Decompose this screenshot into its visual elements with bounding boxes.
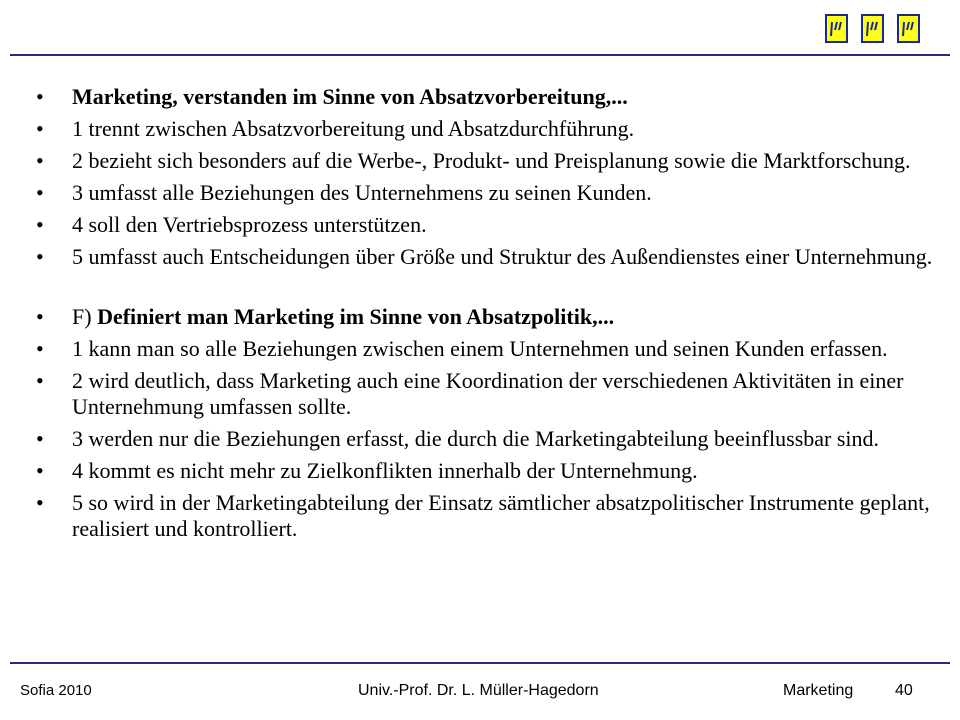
item-text: 2 wird deutlich, dass Marketing auch eine Koordination der verschiedenen Aktivitäten in einer Unternehmung umfassen sollte. — [72, 368, 904, 419]
heading-text: Definiert man Marketing im Sinne von Absatzpolitik,... — [97, 304, 615, 329]
list-item — [36, 426, 936, 452]
footer-course: Marketing — [783, 682, 854, 699]
list-item — [36, 458, 936, 484]
item-text: 5 umfasst auch Entscheidungen über Größe und Struktur des Außendienstes einer Unternehmung. — [72, 244, 933, 269]
item-text: 4 soll den Vertriebsprozess unterstützen. — [72, 212, 427, 237]
bullet-icon: • — [36, 148, 44, 173]
bullet-icon: • — [36, 212, 44, 237]
bullet-icon: • — [36, 116, 44, 141]
item-text: 2 bezieht sich besonders auf die Werbe-, Produkt- und Preisplanung sowie die Marktforschung. — [72, 148, 911, 173]
footer-location: Sofia 2010 — [20, 682, 92, 699]
item-text: 1 trennt zwischen Absatzvorbereitung und Absatzdurchführung. — [72, 116, 635, 141]
bullet-heading-1 — [36, 84, 936, 110]
top-divider — [10, 54, 950, 56]
list-item — [36, 336, 936, 362]
item-text: 3 werden nur die Beziehungen erfasst, die durch die Marketingabteilung beeinflussbar sind. — [72, 426, 880, 451]
logo-mark-icon — [825, 14, 848, 43]
list-item — [36, 148, 936, 174]
bullet-icon: • — [36, 426, 44, 451]
list-item — [36, 212, 936, 238]
item-text: 4 kommt es nicht mehr zu Zielkonflikten innerhalb der Unternehmung. — [72, 458, 698, 483]
bullet-icon: • — [36, 84, 44, 109]
logo-mark-icon — [861, 14, 884, 43]
university-logo — [825, 14, 920, 43]
bullet-icon: • — [36, 304, 44, 329]
bottom-divider — [10, 662, 950, 664]
bullet-icon: • — [36, 458, 44, 483]
list-item — [36, 490, 936, 542]
slide-content — [36, 84, 936, 548]
bullet-icon: • — [36, 336, 44, 361]
page-number: 40 — [895, 682, 913, 699]
bullet-icon: • — [36, 244, 44, 269]
logo-mark-icon — [897, 14, 920, 43]
item-text: 3 umfasst alle Beziehungen des Unternehmens zu seinen Kunden. — [72, 180, 652, 205]
list-item — [36, 244, 936, 270]
list-item — [36, 368, 936, 420]
section-gap — [36, 276, 936, 304]
heading-text: Marketing, verstanden im Sinne von Absatzvorbereitung,... — [72, 84, 628, 109]
item-text: 1 kann man so alle Beziehungen zwischen einem Unternehmen und seinen Kunden erfassen. — [72, 336, 888, 361]
bullet-icon: • — [36, 490, 44, 515]
footer-author: Univ.-Prof. Dr. L. Müller-Hagedorn — [358, 682, 599, 699]
list-item — [36, 180, 936, 206]
heading-prefix: F) — [72, 304, 98, 329]
bullet-icon: • — [36, 180, 44, 205]
list-item — [36, 116, 936, 142]
bullet-icon: • — [36, 368, 44, 393]
bullet-heading-2 — [36, 304, 936, 330]
item-text: 5 so wird in der Marketingabteilung der Einsatz sämtlicher absatzpolitischer Instrumente geplant, realisiert und kontrolliert. — [72, 490, 930, 541]
